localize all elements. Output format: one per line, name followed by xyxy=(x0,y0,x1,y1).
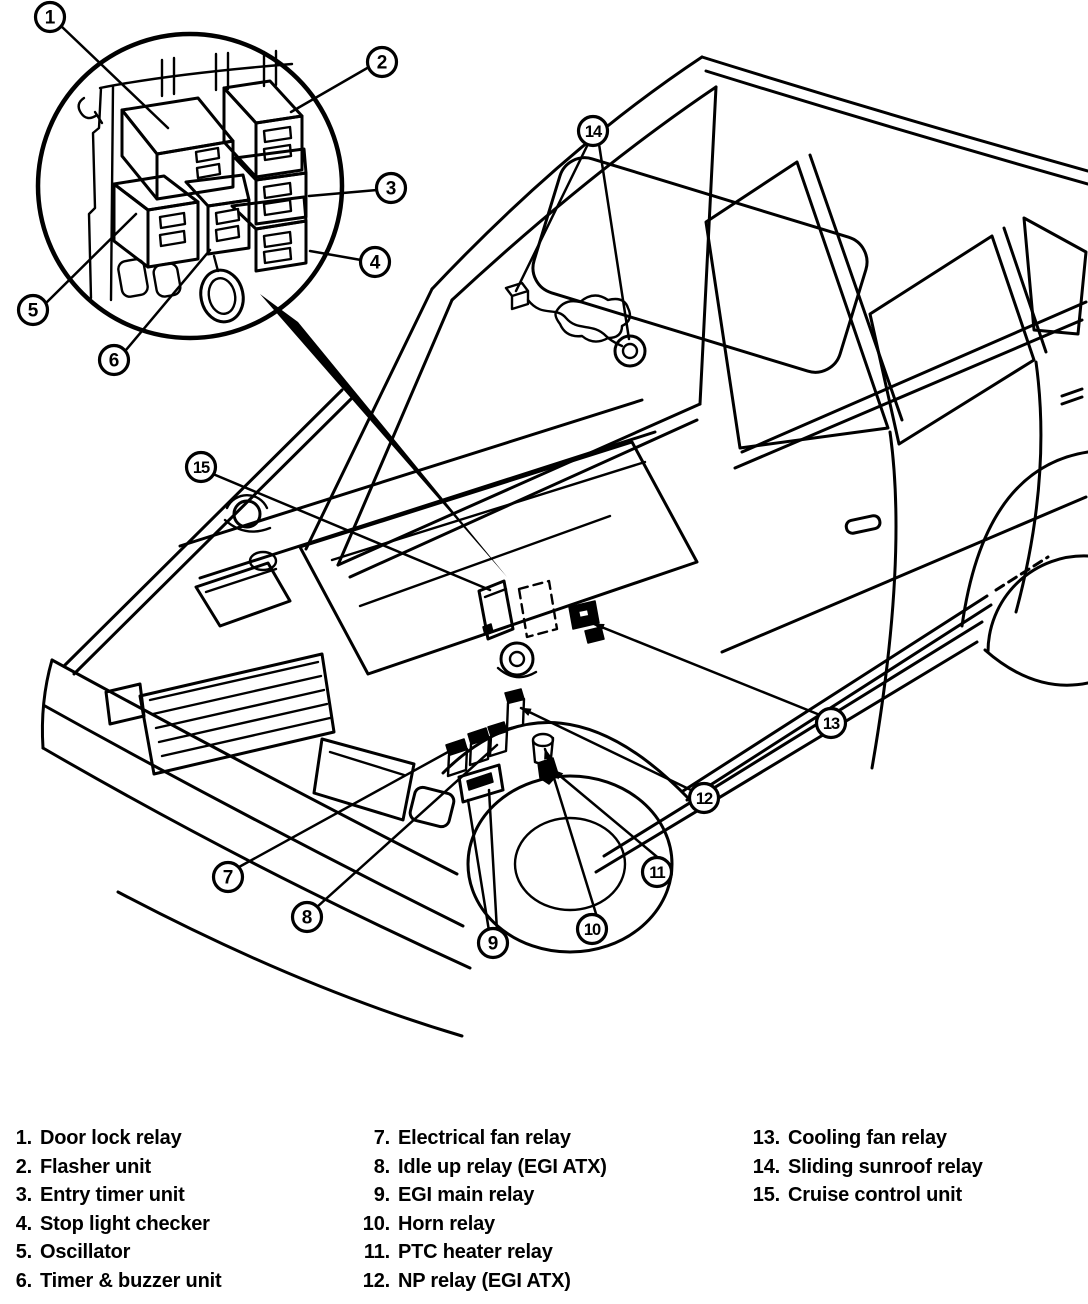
legend-item xyxy=(346,1238,607,1267)
svg-text:14: 14 xyxy=(584,123,602,141)
legend-item xyxy=(6,1238,221,1267)
legend-item-label: Cooling fan relay xyxy=(788,1127,947,1149)
callout-9 xyxy=(479,929,508,958)
legend-item xyxy=(346,1181,607,1210)
relay-box-1 xyxy=(122,98,233,199)
legend-item xyxy=(346,1210,607,1239)
callout-15 xyxy=(187,453,216,482)
engine-block xyxy=(300,442,697,674)
relay-box-6 xyxy=(186,175,249,254)
relay-panel-inset xyxy=(38,34,342,338)
legend-item-label: PTC heater relay xyxy=(398,1241,553,1264)
legend-item xyxy=(736,1181,983,1210)
legend-item-number: 7. xyxy=(373,1127,390,1149)
legend-item-number: 15. xyxy=(752,1184,780,1207)
belt-line xyxy=(742,302,1086,452)
legend-item-label: Oscillator xyxy=(40,1241,131,1264)
svg-text:4: 4 xyxy=(369,252,381,274)
front-roof-edge xyxy=(432,57,702,289)
relay-box-2 xyxy=(224,81,302,177)
legend-item-label: NP relay (EGI ATX) xyxy=(398,1269,571,1292)
callout-4 xyxy=(361,248,390,277)
legend-item-number: 6. xyxy=(15,1269,32,1292)
legend-column-2 xyxy=(346,1124,607,1296)
legend-item-number: 2. xyxy=(15,1155,32,1178)
legend-item-number: 1. xyxy=(15,1127,32,1149)
panel-socket xyxy=(152,262,181,298)
legend-item-number: 14. xyxy=(752,1155,780,1178)
callout-14 xyxy=(579,117,608,146)
legend-item xyxy=(6,1124,221,1153)
rear-door-handle xyxy=(1062,389,1082,404)
legend-item-number: 12. xyxy=(362,1269,390,1292)
legend-item-label: EGI main relay xyxy=(398,1184,535,1207)
svg-text:15: 15 xyxy=(192,459,210,477)
legend-item xyxy=(6,1181,221,1210)
panel-top-slots xyxy=(162,51,276,96)
legend-item-label: Sliding sunroof relay xyxy=(788,1155,983,1178)
legend-item-number: 13. xyxy=(752,1127,780,1149)
legend-item-label: Horn relay xyxy=(398,1212,495,1235)
legend-item-number: 11. xyxy=(363,1241,390,1264)
hood-rear-edge xyxy=(180,400,642,546)
door-handle xyxy=(845,515,881,535)
svg-text:9: 9 xyxy=(487,933,499,955)
legend-item-label: Idle up relay (EGI ATX) xyxy=(398,1155,607,1178)
callouts xyxy=(19,3,846,958)
engine-bay-components xyxy=(446,283,645,802)
front-tire xyxy=(468,776,672,952)
dashed-box xyxy=(519,581,557,637)
callout-2 xyxy=(368,48,397,77)
legend-item-number: 8. xyxy=(373,1155,390,1178)
legend-item xyxy=(736,1124,983,1153)
svg-text:7: 7 xyxy=(222,867,234,889)
callout-13 xyxy=(817,709,846,738)
grille xyxy=(140,654,334,774)
legend-item-number: 10. xyxy=(362,1212,390,1235)
legend-item-number: 5. xyxy=(15,1241,32,1264)
legend-item-label: Flasher unit xyxy=(40,1155,151,1178)
legend-item xyxy=(346,1267,607,1296)
svg-text:1: 1 xyxy=(44,7,56,29)
horn-relay xyxy=(533,734,553,746)
callout-6 xyxy=(100,346,129,375)
legend-item-label: Stop light checker xyxy=(40,1212,210,1235)
svg-text:5: 5 xyxy=(27,300,39,322)
callout-12 xyxy=(690,784,719,813)
strut-tower xyxy=(234,501,260,527)
legend-item xyxy=(346,1124,607,1153)
callout-1 xyxy=(36,3,65,32)
b-pillar xyxy=(810,155,902,420)
legend-item xyxy=(6,1153,221,1182)
sunroof-ring xyxy=(615,336,645,366)
callout-10 xyxy=(578,915,607,944)
legend-column-3 xyxy=(736,1124,983,1210)
callout-11 xyxy=(643,858,672,887)
legend-item-number: 9. xyxy=(373,1184,390,1207)
corner-lamp xyxy=(408,786,455,829)
callout-5 xyxy=(19,296,48,325)
fender-line xyxy=(64,390,342,666)
callout-8 xyxy=(293,903,322,932)
panel-socket xyxy=(117,258,149,298)
battery xyxy=(196,563,290,626)
rear-door-window xyxy=(870,236,1034,444)
callout-7 xyxy=(214,863,243,892)
strut-tower xyxy=(501,643,533,675)
legend-item xyxy=(6,1267,221,1296)
roofline xyxy=(702,57,1088,171)
callout-3 xyxy=(377,174,406,203)
legend-item xyxy=(6,1210,221,1239)
turn-signal xyxy=(106,684,144,724)
legend-column-1 xyxy=(6,1124,221,1296)
svg-text:2: 2 xyxy=(376,52,388,74)
legend-item xyxy=(346,1153,607,1182)
svg-text:13: 13 xyxy=(822,715,840,733)
svg-text:3: 3 xyxy=(385,178,397,200)
svg-text:10: 10 xyxy=(583,921,601,939)
svg-text:12: 12 xyxy=(695,790,713,808)
front-door-gap xyxy=(872,432,896,768)
legend-item xyxy=(736,1153,983,1182)
svg-text:11: 11 xyxy=(649,864,665,882)
legend-item-number: 3. xyxy=(15,1184,32,1207)
legend-item-number: 4. xyxy=(15,1212,32,1235)
legend-item-label: Door lock relay xyxy=(40,1127,182,1149)
legend-item-label: Electrical fan relay xyxy=(398,1127,571,1149)
legend-item-label: Entry timer unit xyxy=(40,1184,185,1207)
legend-item-label: Cruise control unit xyxy=(788,1184,962,1207)
rocker-line xyxy=(683,596,987,791)
svg-text:8: 8 xyxy=(301,907,313,929)
panel-clip xyxy=(79,98,102,123)
legend-item-label: Timer & buzzer unit xyxy=(40,1269,222,1292)
grommet-ring xyxy=(196,266,248,326)
grille-slats xyxy=(150,662,330,756)
svg-text:6: 6 xyxy=(108,350,120,372)
